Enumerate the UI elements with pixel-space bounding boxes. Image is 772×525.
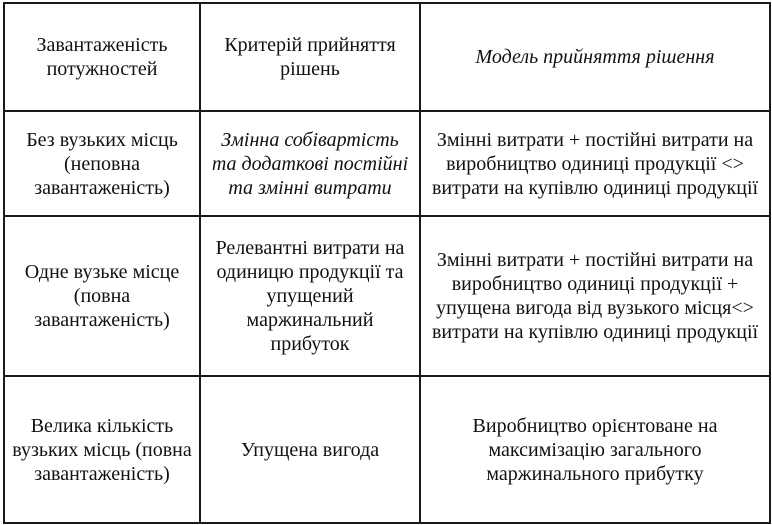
decision-criteria-table (3, 2, 771, 524)
cell-criterion: Змінна собівартість та додаткові постійні та змінні витрати (200, 111, 420, 216)
header-capacity: Завантаженість потужностей (4, 3, 200, 111)
cell-capacity: Велика кількість вузьких місць (повна завантаженість) (4, 376, 200, 523)
cell-criterion: Релевантні витрати на одиницю продукції та упущений маржинальний прибуток (200, 216, 420, 376)
cell-capacity: Одне вузьке місце (повна завантаженість) (4, 216, 200, 376)
table-row (4, 376, 770, 523)
cell-model: Змінні витрати + постійні витрати на виробництво одиниці продукції + упущена вигода від вузького місця<> витрати на купівлю одиниці продукції (420, 216, 770, 376)
cell-model: Змінні витрати + постійні витрати на виробництво одиниці продукції <> витрати на купівлю одиниці продукції (420, 111, 770, 216)
table-row (4, 216, 770, 376)
table-header-row (4, 3, 770, 111)
cell-capacity: Без вузьких місць (неповна завантаженість) (4, 111, 200, 216)
table-row (4, 111, 770, 216)
header-model: Модель прийняття рішення (420, 3, 770, 111)
cell-criterion: Упущена вигода (200, 376, 420, 523)
header-criterion: Критерій прийняття рішень (200, 3, 420, 111)
cell-model: Виробництво орієнтоване на максимізацію загального маржинального прибутку (420, 376, 770, 523)
